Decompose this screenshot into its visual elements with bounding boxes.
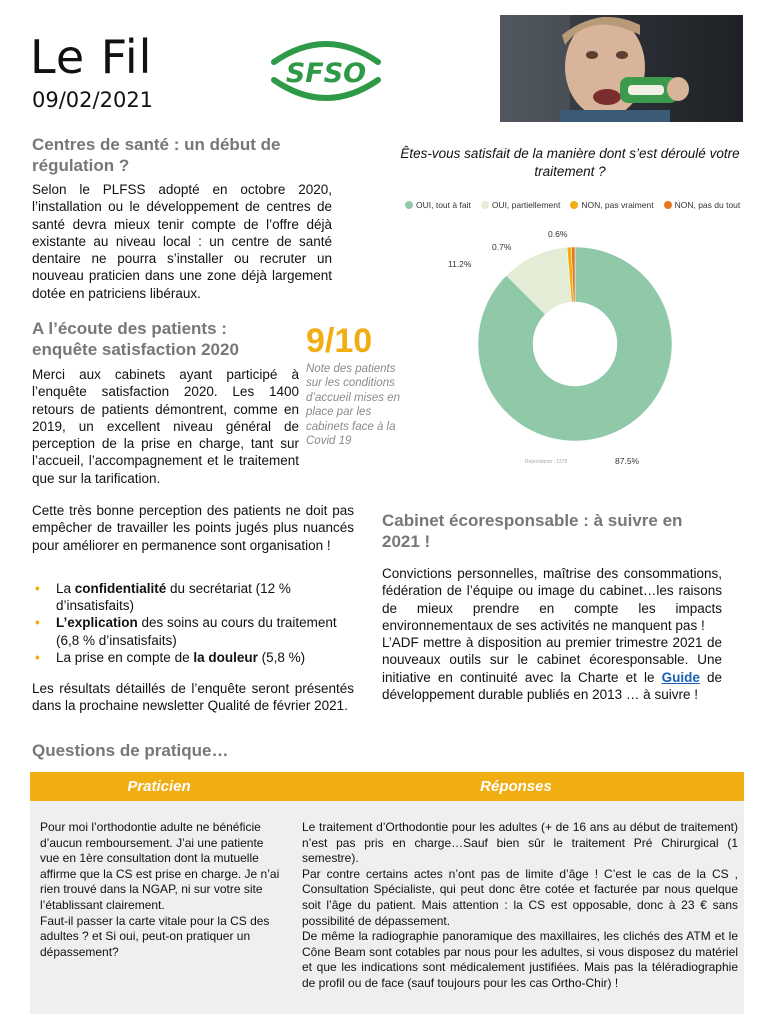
stat-note: Note des patients sur les conditions d’accueil mises en place par les cabinets face à la Covid 19 bbox=[306, 363, 400, 448]
legend-swatch-icon bbox=[570, 201, 578, 209]
qa-table bbox=[30, 772, 744, 1014]
stat-value: 9/10 bbox=[306, 322, 373, 360]
section-title-ecoresponsable: Cabinet écoresponsable : à suivre en 2021 ! bbox=[382, 511, 683, 551]
stat-callout bbox=[306, 322, 406, 448]
section-body-ecoresponsable bbox=[382, 565, 722, 703]
legend-entry: NON, pas du tout bbox=[664, 200, 741, 210]
section-title-enquete: A l’écoute des patients : enquête satisfaction 2020 bbox=[32, 319, 239, 359]
legend-swatch-icon bbox=[664, 201, 672, 209]
bullet-icon: • bbox=[35, 581, 40, 596]
slice-label-3: 0.6% bbox=[548, 229, 568, 239]
list-item: • La confidentialité du secrétariat (12 % d’insatisfaits) bbox=[35, 581, 291, 614]
chart-legend bbox=[405, 200, 755, 210]
slice-label-0: 87.5% bbox=[615, 456, 640, 466]
column-header-praticien: Praticien bbox=[127, 778, 191, 795]
section-body-enquete: Merci aux cabinets ayant participé à l’enquête satisfaction 2020. Les 1400 retours de patients démontrent, comme en 2019, un excellent niveau général de perception de la prise en charge, tant sur l’accueil, l’accompagnement et le traitement que sur la tarification. bbox=[32, 367, 299, 486]
bullet-icon: • bbox=[35, 649, 40, 665]
qa-question-cell bbox=[40, 820, 285, 960]
legend-entry: OUI, partiellement bbox=[481, 200, 561, 210]
newsletter-title: Le Fil bbox=[30, 30, 153, 84]
section-title-centres-sante: Centres de santé : un début de régulation ? bbox=[32, 135, 281, 175]
qa-answer-cell bbox=[302, 820, 738, 992]
section-body-resultats: Les résultats détaillés de l’enquête seront présentés dans la prochaine newsletter Qualité de février 2021. bbox=[32, 681, 354, 714]
guide-link[interactable]: Guide bbox=[661, 669, 700, 685]
qa-table-header bbox=[30, 772, 744, 801]
newsletter-date: 09/02/2021 bbox=[32, 88, 154, 112]
column-header-reponses: Réponses bbox=[480, 778, 552, 795]
slice-label-2: 0.7% bbox=[492, 242, 512, 252]
legend-swatch-icon bbox=[481, 201, 489, 209]
paragraph: Convictions personnelles, maîtrise des consommations, fédération de l’équipe ou image du cabinet…les raisons de mieux prendre en compte les impacts environnementaux de ses activités ne manquent pas ! bbox=[382, 566, 722, 633]
section-body-centres-sante: Selon le PLFSS adopté en octobre 2020, l’installation ou le développement de centres de santé devra mieux tenir compte de l’offre déjà existante au niveau local : un centre de santé dentaire ne pourra s’installer ou recruter un nouveau praticien dans une zone déjà largement dotée en patriciens libéraux. bbox=[32, 182, 332, 301]
chart-title: Êtes-vous satisfait de la manière dont s’est déroulé votre traitement ? bbox=[400, 146, 740, 179]
paragraph: Par contre certains actes n’ont pas de limite d’âge ! C’est le cas de la CS , Consultation Spécialiste, qui peut donc être cotée et facturée par nous quelque soit l’âge du patient. Mais attention : la CS est opposable, donc à 23 € sans possibilité de dépassement. bbox=[302, 866, 738, 928]
section-title-questions: Questions de pratique… bbox=[32, 741, 229, 760]
child-photo bbox=[500, 15, 743, 122]
paragraph: L’ADF mettre à disposition au premier trimestre 2021 de nouveaux outils sur le cabinet écoresponsable. Une initiative en continuité avec la Charte et le Guide de développement durable publiés en 2013 … à suivre ! bbox=[382, 635, 722, 703]
satisfaction-donut-chart bbox=[400, 212, 750, 470]
list-item: • L’explication des soins au cours du traitement (6,8 % d’insatisfaits) bbox=[35, 615, 337, 648]
paragraph: Pour moi l’orthodontie adulte ne bénéficie d’aucun remboursement. J’ai une patiente vue en 1ère consultation dont la mutuelle affirme que la CS est prise en charge. Je n’ai rien trouvé dans la NGAP, ni sur votre site l’établissant clairement. bbox=[40, 820, 280, 912]
legend-swatch-icon bbox=[405, 201, 413, 209]
paragraph: De même la radiographie panoramique des maxillaires, les clichés des ATM et le Cône Beam sont cotables par nous pour les adultes, si vous disposez du matériel et que les indications sont médicalement justifiées. Mais pas la téléradiographie de profil ou de face (sauf toujours pour les cas Ortho-Chir) ! bbox=[302, 929, 738, 990]
slice-label-1: 11.2% bbox=[448, 259, 472, 269]
chart-footnote: Répondants : 1379 bbox=[525, 459, 568, 465]
paragraph: Le traitement d’Orthodontie pour les adultes (+ de 16 ans au début de traitement) n’est pas pris en charge…Sauf bien sûr le traitement Pré Chirurgical (1 semestre). bbox=[302, 820, 738, 866]
paragraph: Faut-il passer la carte vitale pour la CS des adultes ? et Si oui, peut-on pratiquer un dépassement? bbox=[40, 913, 270, 959]
logo-text: SFSO bbox=[285, 58, 367, 89]
list-item: • La prise en compte de la douleur (5,8 %) bbox=[35, 649, 306, 665]
legend-entry: NON, pas vraiment bbox=[570, 200, 653, 210]
sfso-logo bbox=[262, 32, 390, 108]
section-body-enquete-2: Cette très bonne perception des patients ne doit pas empêcher de travailler les points jugés plus nuancés pour améliorer en permanence sont organisation ! bbox=[32, 503, 354, 553]
improvement-list bbox=[32, 580, 354, 666]
legend-entry: OUI, tout à fait bbox=[405, 200, 471, 210]
bullet-icon: • bbox=[35, 615, 40, 631]
